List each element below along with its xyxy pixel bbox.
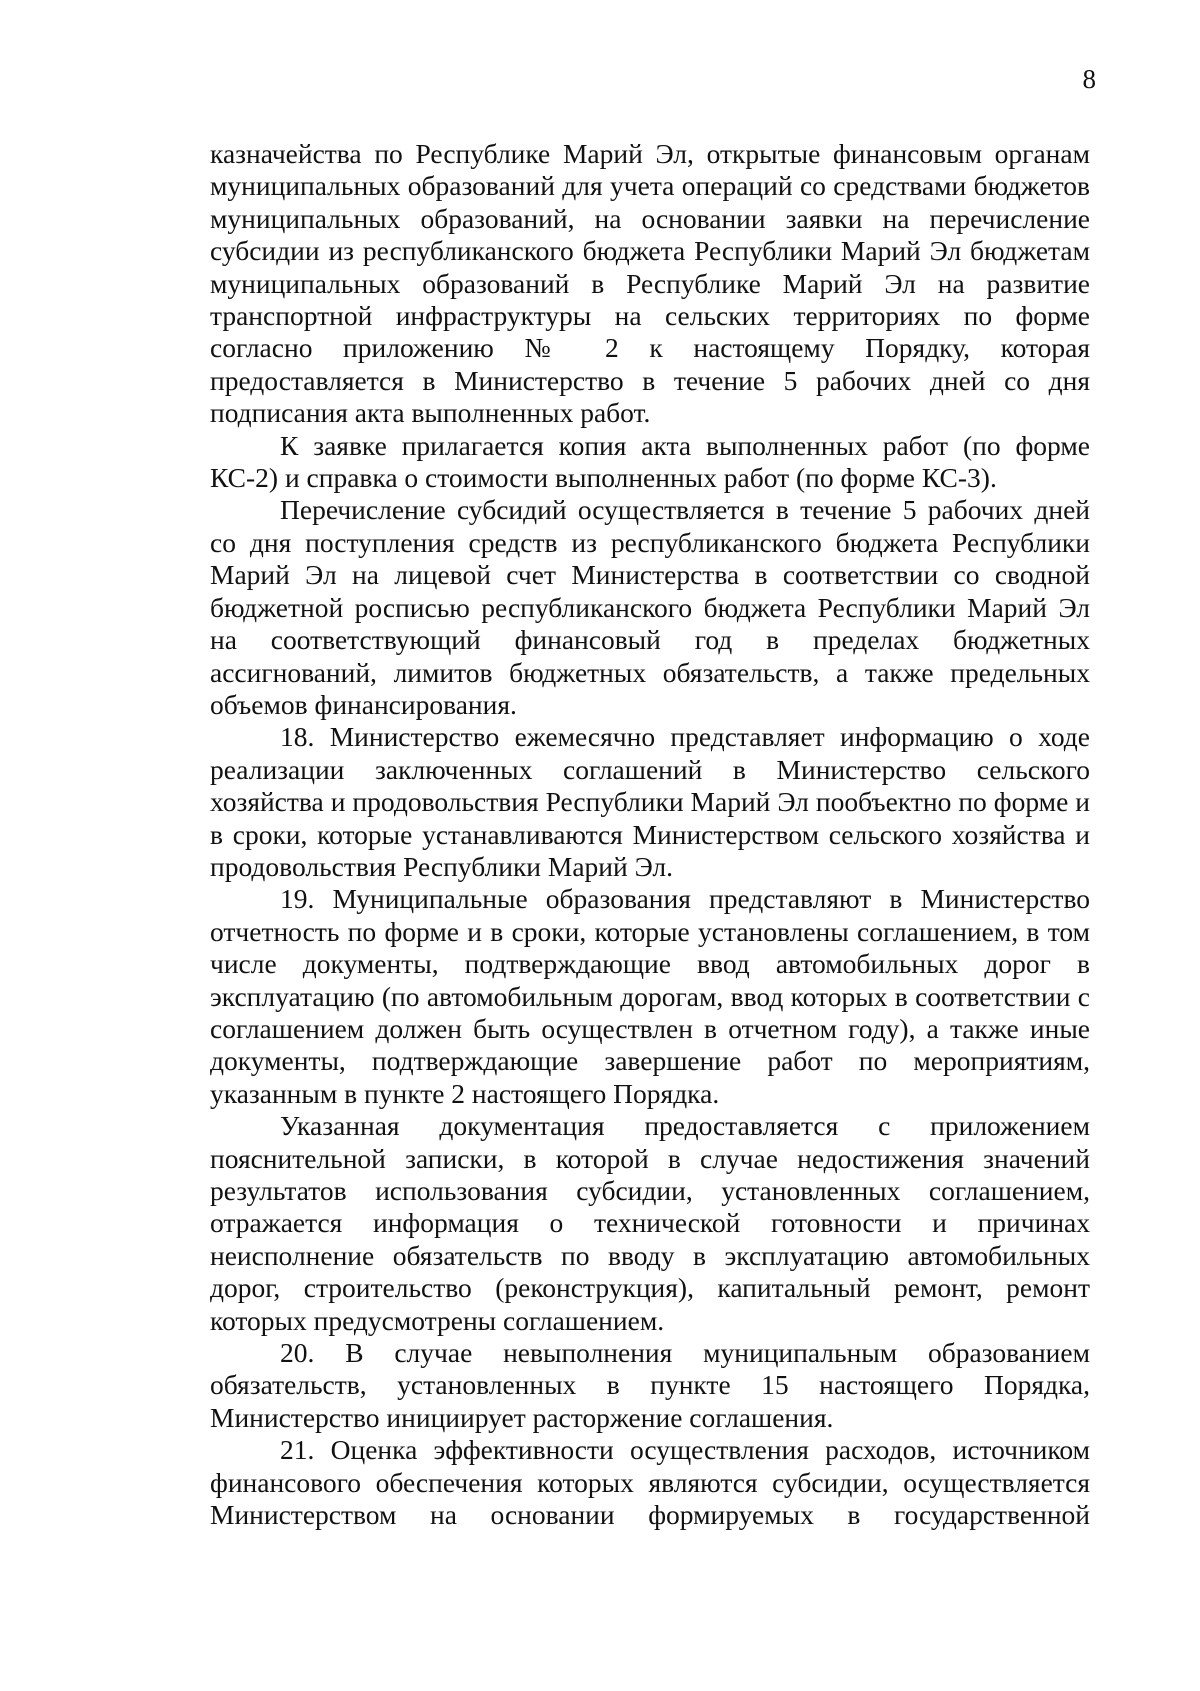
paragraph-item-21: 21. Оценка эффективности осуществления расходов, источником финансового обеспечения которых являются субсидии, осуществляется Министерством на основании формируемых в государственной [210,1434,1090,1531]
document-body [210,138,1090,1531]
page-number: 8 [1082,64,1096,94]
paragraph-attachment: К заявке прилагается копия акта выполненных работ (по форме КС-2) и справка о стоимости выполненных работ (по форме КС-3). [210,429,1090,494]
paragraph-item-20: 20. В случае невыполнения муниципальным образованием обязательств, установленных в пункте 15 настоящего Порядка, Министерство инициирует расторжение соглашения. [210,1337,1090,1433]
paragraph-item-18: 18. Министерство ежемесячно представляет информацию о ходе реализации заключенных соглашений в Министерство сельского хозяйства и продовольствия Республики Марий Эл пообъектно по форме и в сроки, которые устанавливаются Министерством сельского хозяйства и продовольствия Республики Марий Эл. [210,721,1090,882]
paragraph-item-19: 19. Муниципальные образования представляют в Министерство отчетность по форме и в сроки, которые установлены соглашением, в том числе документы, подтверждающие ввод автомобильных дорог в эксплуатацию (по автомобильным дорогам, ввод которых в соответствии с соглашением должен быть осуществлен в отчетном году), а также иные документы, подтверждающие завершение работ по мероприятиям, указанным в пункте 2 настоящего Порядка. [210,883,1090,1109]
paragraph-continuation: казначейства по Республике Марий Эл, открытые финансовым органам муниципальных образований для учета операций со средствами бюджетов муниципальных образований, на основании заявки на перечисление субсидии из республиканского бюджета Республики Марий Эл бюджетам муниципальных образований в Республике Марий Эл на развитие транспортной инфраструктуры на сельских территориях по форме согласно приложению № 2 к настоящему Порядку, которая предоставляется в Министерство в течение 5 рабочих дней со дня подписания акта выполненных работ. [210,138,1090,429]
paragraph-transfer: Перечисление субсидий осуществляется в течение 5 рабочих дней со дня поступления средств из республиканского бюджета Республики Марий Эл на лицевой счет Министерства в соответствии со сводной бюджетной росписью республиканского бюджета Республики Марий Эл на соответствующий финансовый год в пределах бюджетных ассигнований, лимитов бюджетных обязательств, а также предельных объемов финансирования. [210,494,1090,720]
paragraph-documentation: Указанная документация предоставляется с приложением пояснительной записки, в которой в случае недостижения значений результатов использования субсидии, установленных соглашением, отражается информация о технической готовности и причинах неисполнение обязательств по вводу в эксплуатацию автомобильных дорог, строительство (реконструкция), капитальный ремонт, ремонт которых предусмотрены соглашением. [210,1110,1090,1336]
